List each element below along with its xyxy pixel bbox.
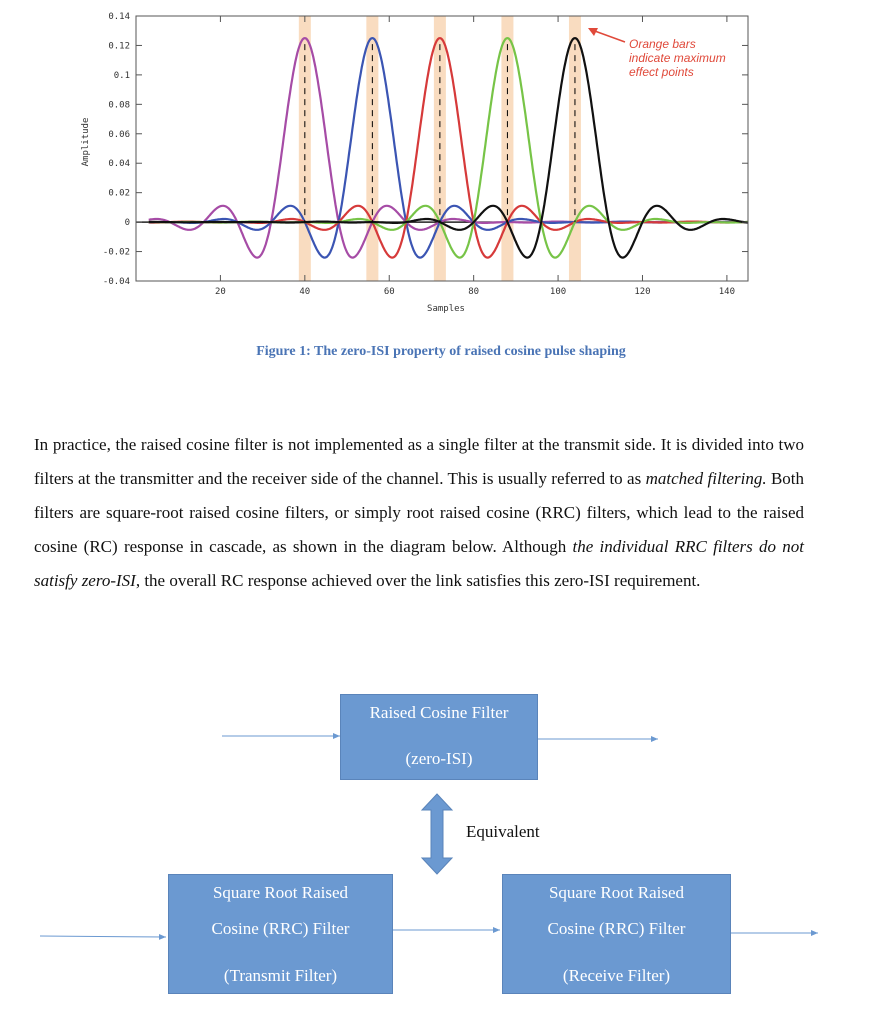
para-italic-2: the individual RRC filters do not satisfy zero-ISI	[34, 537, 804, 590]
annotation-line-3: effect points	[629, 65, 694, 79]
figure-caption: Figure 1: The zero-ISI property of raised cosine pulse shaping	[256, 344, 626, 359]
y-tick-label-4: 0.06	[108, 129, 130, 140]
y-tick-label-3: 0.08	[108, 100, 130, 111]
para-text-1: In practice, the raised cosine filter is not implemented as a single filter at the transmit side. It is divided into two filters at the transmitter and the receiver side of the channel. This is usually referred to as	[34, 435, 804, 488]
annotation-arrow	[592, 30, 625, 42]
annotation-line-2: indicate maximum	[629, 51, 726, 65]
rx-filter-line-3: (Receive Filter)	[562, 966, 671, 985]
tx-filter-line-1: Square Root Raised	[212, 883, 349, 902]
x-tick-label-80: 80	[468, 287, 480, 297]
y-tick-label-1: 0.12	[108, 41, 130, 52]
y-tick-label-7: 0	[124, 218, 130, 229]
x-tick-label-140: 140	[718, 287, 736, 297]
equivalent-double-arrow	[422, 794, 452, 874]
y-tick-label-5: 0.04	[108, 159, 130, 170]
tx-filter-line-2: Cosine (RRC) Filter	[211, 919, 350, 938]
y-tick-label-2: 0.1	[113, 70, 130, 81]
tx-filter-line-3: (Transmit Filter)	[223, 966, 338, 985]
rc-filter-sublabel: (zero-ISI)	[405, 749, 473, 768]
rx-filter-line-1: Square Root Raised	[548, 883, 685, 902]
body-paragraph	[34, 428, 804, 598]
para-text-2: Both filters are square-root raised cosine filters, or simply root raised cosine (RRC) filters, which lead to the raised cosine (RC) response in cascade, as shown in the diagram below. Although	[34, 469, 805, 556]
annotation	[588, 28, 726, 79]
y-axis-label: Amplitude	[81, 117, 91, 167]
transmit-rrc-filter-box	[168, 874, 393, 994]
para-text-3: , the overall RC response achieved over the link satisfies this zero-ISI requirement.	[135, 571, 701, 590]
x-tick-label-20: 20	[214, 287, 226, 297]
y-tick-label-0: 0.14	[108, 12, 130, 22]
x-tick-label-40: 40	[299, 287, 311, 297]
y-tick-label-6: 0.02	[108, 188, 130, 199]
x-axis-label: Samples	[427, 304, 465, 314]
raised-cosine-filter-box	[340, 694, 538, 780]
x-tick-label-100: 100	[549, 287, 567, 297]
x-tick-label-60: 60	[383, 287, 395, 297]
rx-filter-line-2: Cosine (RRC) Filter	[547, 919, 686, 938]
receive-rrc-filter-box	[502, 874, 731, 994]
rc-filter-label: Raised Cosine Filter	[369, 703, 509, 722]
y-tick-label-8: -0.02	[102, 247, 130, 258]
equivalent-label: Equivalent	[466, 822, 540, 841]
annotation-line-1: Orange bars	[629, 37, 696, 51]
para-italic-1: matched filtering.	[645, 469, 767, 488]
x-tick-label-120: 120	[634, 287, 651, 297]
tx-input-arrow	[40, 936, 166, 937]
pulse-chart	[0, 0, 882, 330]
y-tick-label-9: -0.04	[102, 277, 130, 287]
